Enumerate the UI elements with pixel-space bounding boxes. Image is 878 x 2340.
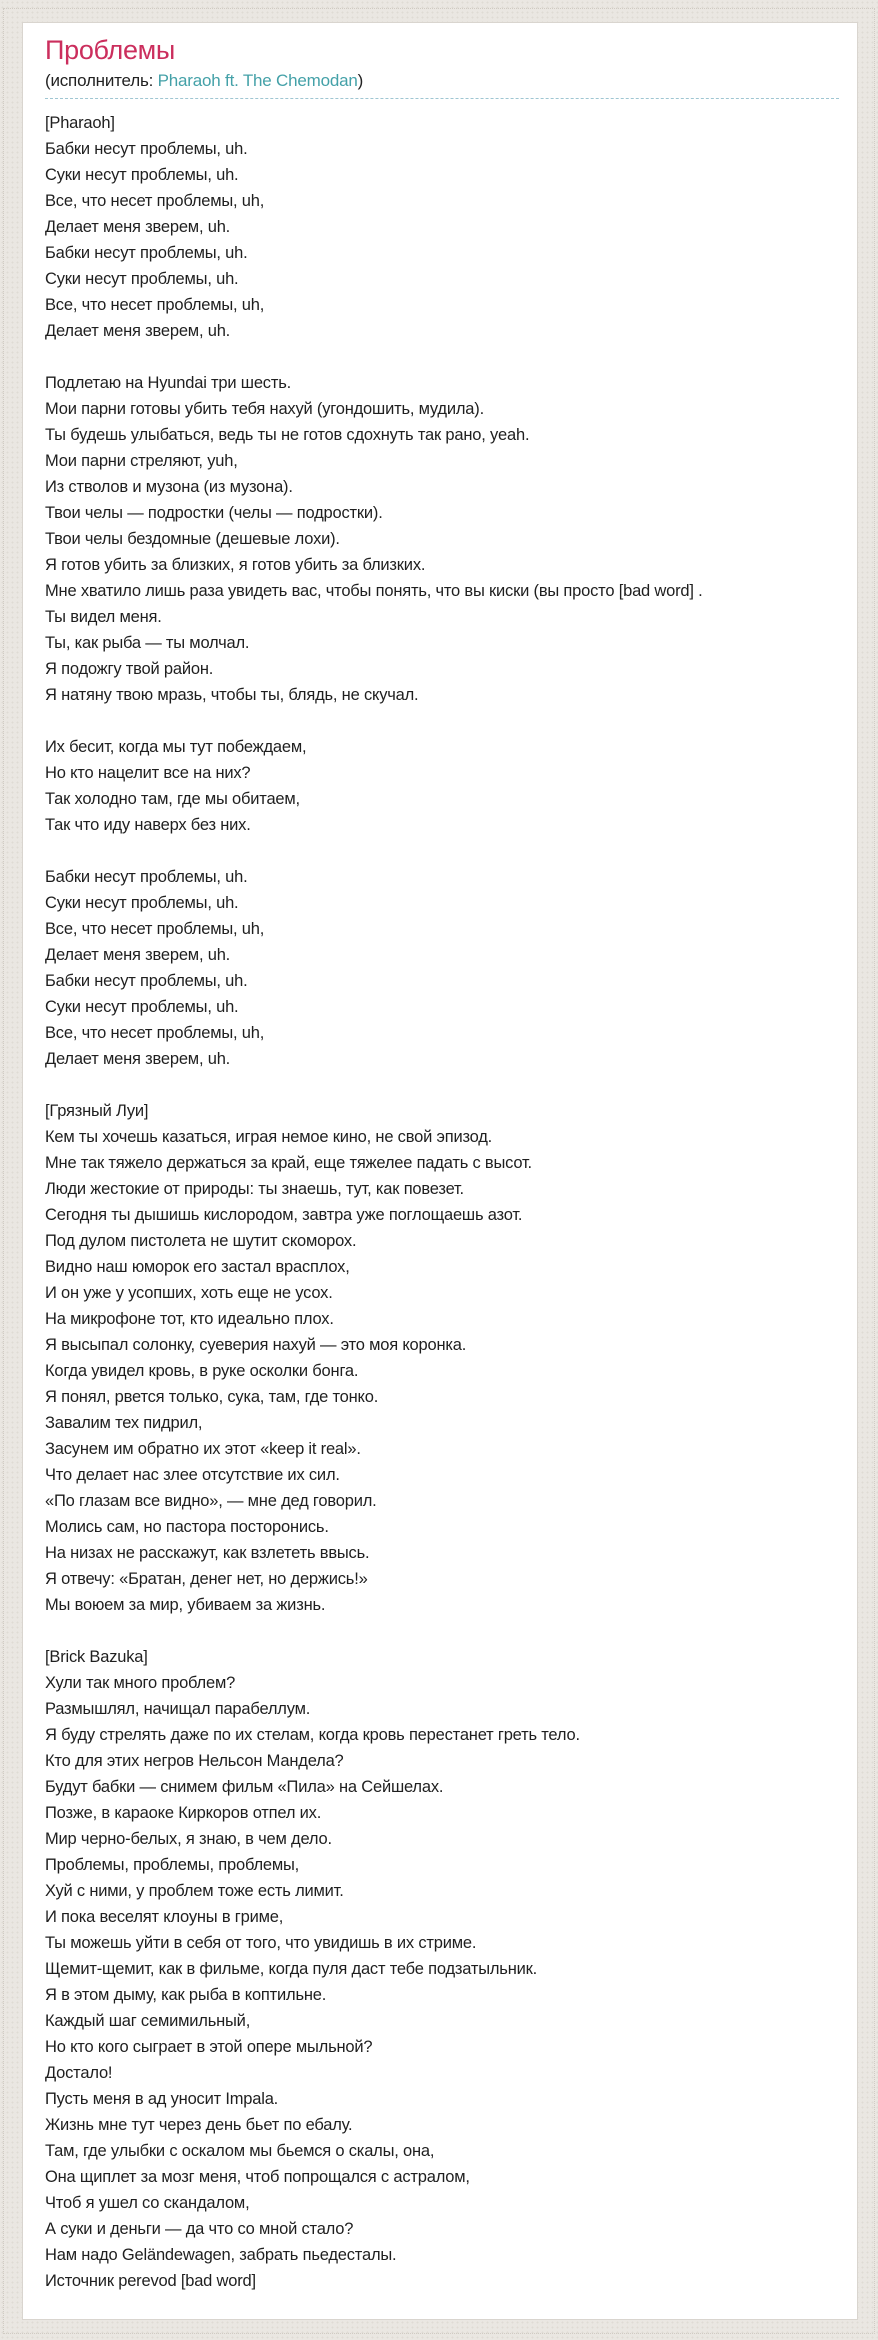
- lyric-line: Бабки несут проблемы, uh.: [45, 868, 248, 886]
- lyric-line: Видно наш юморок его застал врасплох,: [45, 1258, 350, 1276]
- lyric-line: И пока веселят клоуны в гриме,: [45, 1908, 284, 1926]
- lyric-line: Ты можешь уйти в себя от того, что увидишь в их стриме.: [45, 1934, 477, 1952]
- lyric-line: Делает меня зверем, uh.: [45, 1050, 231, 1068]
- lyric-line: Все, что несет проблемы, uh,: [45, 1024, 265, 1042]
- lyric-line: Но кто кого сыграет в этой опере мыльной?: [45, 2038, 373, 2056]
- lyric-line: Завалим тех пидрил,: [45, 1414, 203, 1432]
- performer-label-suffix: ): [357, 71, 364, 90]
- lyric-line: Чтоб я ушел со скандалом,: [45, 2194, 250, 2212]
- lyric-line: Хули так много проблем?: [45, 1674, 236, 1692]
- lyric-line: Пусть меня в ад уносит Impala.: [45, 2090, 279, 2108]
- lyric-line: Из стволов и музона (из музона).: [45, 478, 293, 496]
- lyric-line: Я натяну твою мразь, чтобы ты, блядь, не скучал.: [45, 686, 419, 704]
- lyric-line: Бабки несут проблемы, uh.: [45, 140, 248, 158]
- lyric-line: Кто для этих негров Нельсон Мандела?: [45, 1752, 344, 1770]
- lyric-line: Я понял, рвется только, сука, там, где тонко.: [45, 1388, 379, 1406]
- lyric-line: Засунем им обратно их этот «keep it real».: [45, 1440, 361, 1458]
- lyric-line: Все, что несет проблемы, uh,: [45, 296, 265, 314]
- lyric-line: Твои челы бездомные (дешевые лохи).: [45, 530, 340, 548]
- lyric-line: Щемит-щемит, как в фильме, когда пуля даст тебе подзатыльник.: [45, 1960, 538, 1978]
- lyric-line: Суки несут проблемы, uh.: [45, 166, 239, 184]
- performer-line: [45, 71, 839, 99]
- lyric-line: Я подожгу твой район.: [45, 660, 214, 678]
- lyric-line: Ты будешь улыбаться, ведь ты не готов сдохнуть так рано, yeah.: [45, 426, 530, 444]
- lyric-line: Сегодня ты дышишь кислородом, завтра уже поглощаешь азот.: [45, 1206, 523, 1224]
- lyric-line: Суки несут проблемы, uh.: [45, 270, 239, 288]
- lyric-line: [45, 838, 839, 864]
- lyric-line: Позже, в караоке Киркоров отпел их.: [45, 1804, 322, 1822]
- lyric-line: На микрофоне тот, кто идеально плох.: [45, 1310, 334, 1328]
- lyric-line: Там, где улыбки с оскалом мы бьемся о скалы, она,: [45, 2142, 435, 2160]
- lyric-line: Бабки несут проблемы, uh.: [45, 972, 248, 990]
- lyric-line: Молись сам, но пастора посторонись.: [45, 1518, 329, 1536]
- lyric-line: Все, что несет проблемы, uh,: [45, 192, 265, 210]
- lyric-line: Нам надо Geländewagen, забрать пьедесталы.: [45, 2246, 397, 2264]
- lyric-line: Я готов убить за близких, я готов убить за близких.: [45, 556, 426, 574]
- lyric-line: Я в этом дыму, как рыба в коптильне.: [45, 1986, 327, 2004]
- lyric-line: Когда увидел кровь, в руке осколки бонга.: [45, 1362, 359, 1380]
- lyric-line: [Грязный Луи]: [45, 1102, 149, 1120]
- lyric-line: Ты видел меня.: [45, 608, 162, 626]
- lyric-line: Каждый шаг семимильный,: [45, 2012, 251, 2030]
- lyric-line: «По глазам все видно», — мне дед говорил.: [45, 1492, 377, 1510]
- lyric-line: Она щиплет за мозг меня, чтоб попрощался с астралом,: [45, 2168, 470, 2186]
- lyric-line: Мои парни стреляют, yuh,: [45, 452, 238, 470]
- lyric-line: Источник perevod [bad word]: [45, 2272, 256, 2290]
- performer-label-prefix: (исполнитель:: [45, 71, 158, 90]
- lyric-line: Бабки несут проблемы, uh.: [45, 244, 248, 262]
- lyric-line: Я высыпал солонку, суеверия нахуй — это моя коронка.: [45, 1336, 467, 1354]
- lyric-line: Проблемы, проблемы, проблемы,: [45, 1856, 300, 1874]
- lyric-line: Мои парни готовы убить тебя нахуй (угондошить, мудила).: [45, 400, 484, 418]
- lyric-line: Суки несут проблемы, uh.: [45, 998, 239, 1016]
- lyric-line: [Brick Bazuka]: [45, 1648, 148, 1666]
- lyric-line: Мне хватило лишь раза увидеть вас, чтобы понять, что вы киски (вы просто [bad word] .: [45, 582, 703, 600]
- lyric-line: Мне так тяжело держаться за край, еще тяжелее падать с высот.: [45, 1154, 532, 1172]
- lyric-line: Я буду стрелять даже по их стелам, когда кровь перестанет греть тело.: [45, 1726, 580, 1744]
- lyric-line: [45, 708, 839, 734]
- lyric-line: Так холодно там, где мы обитаем,: [45, 790, 300, 808]
- song-title: Проблемы: [45, 35, 176, 65]
- lyric-line: Я отвечу: «Братан, денег нет, но держись!»: [45, 1570, 368, 1588]
- lyric-line: Будут бабки — снимем фильм «Пила» на Сейшелах.: [45, 1778, 444, 1796]
- lyric-line: Люди жестокие от природы: ты знаешь, тут, как повезет.: [45, 1180, 464, 1198]
- lyric-line: Твои челы — подростки (челы — подростки).: [45, 504, 383, 522]
- lyric-line: Подлетаю на Hyundai три шесть.: [45, 374, 291, 392]
- lyric-line: Ты, как рыба — ты молчал.: [45, 634, 250, 652]
- lyric-line: Но кто нацелит все на них?: [45, 764, 251, 782]
- lyric-line: Делает меня зверем, uh.: [45, 322, 231, 340]
- lyric-line: Суки несут проблемы, uh.: [45, 894, 239, 912]
- lyric-line: Что делает нас злее отсутствие их сил.: [45, 1466, 340, 1484]
- lyric-line: И он уже у усопших, хоть еще не усох.: [45, 1284, 333, 1302]
- lyric-line: Все, что несет проблемы, uh,: [45, 920, 265, 938]
- lyric-line: Их бесит, когда мы тут побеждаем,: [45, 738, 307, 756]
- lyric-line: [45, 344, 839, 370]
- lyric-line: Так что иду наверх без них.: [45, 816, 251, 834]
- lyric-line: [45, 1618, 839, 1644]
- lyric-line: Мир черно-белых, я знаю, в чем дело.: [45, 1830, 332, 1848]
- lyrics-card: [22, 22, 858, 2320]
- lyric-line: [45, 1072, 839, 1098]
- lyric-line: [Pharaoh]: [45, 114, 115, 132]
- lyric-line: Жизнь мне тут через день бьет по ебалу.: [45, 2116, 353, 2134]
- lyric-line: Хуй с ними, у проблем тоже есть лимит.: [45, 1882, 344, 1900]
- lyrics-text: [45, 110, 839, 2294]
- performer-link[interactable]: Pharaoh ft. The Chemodan: [157, 71, 358, 90]
- lyric-line: Мы воюем за мир, убиваем за жизнь.: [45, 1596, 326, 1614]
- lyric-line: Достало!: [45, 2064, 113, 2082]
- lyric-line: Кем ты хочешь казаться, играя немое кино, не свой эпизод.: [45, 1128, 493, 1146]
- lyric-line: На низах не расскажут, как взлететь ввысь.: [45, 1544, 370, 1562]
- lyric-line: Делает меня зверем, uh.: [45, 946, 231, 964]
- lyric-line: А суки и деньги — да что со мной стало?: [45, 2220, 354, 2238]
- lyric-line: Под дулом пистолета не шутит скоморох.: [45, 1232, 357, 1250]
- lyric-line: Размышлял, начищал парабеллум.: [45, 1700, 311, 1718]
- lyric-line: Делает меня зверем, uh.: [45, 218, 231, 236]
